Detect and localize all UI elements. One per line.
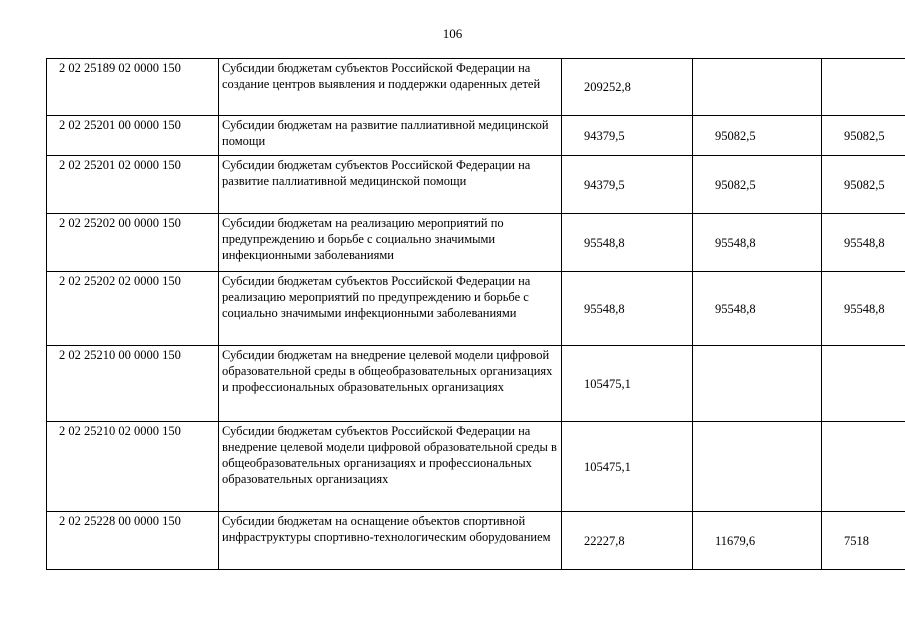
page-number: 106 <box>442 26 463 41</box>
table-row <box>47 59 905 116</box>
budget-code: 2 02 25189 02 0000 150 <box>47 59 219 116</box>
budget-code: 2 02 25228 00 0000 150 <box>47 512 219 570</box>
income-description: Субсидии бюджетам на внедрение целевой модели цифровой образовательной среды в общеобразовательных организациях и профессиональных образовательных организациях <box>219 346 562 422</box>
amount-year-3 <box>822 422 905 512</box>
amount-year-2 <box>693 422 822 512</box>
budget-code: 2 02 25201 02 0000 150 <box>47 156 219 214</box>
income-description: Субсидии бюджетам на оснащение объектов спортивной инфраструктуры спортивно-технологическим оборудованием <box>219 512 562 570</box>
amount-year-2: 11679,6 <box>693 512 822 570</box>
amount-year-3: 95548,8 <box>822 272 905 346</box>
amount-year-3: 95082,5 <box>822 116 905 156</box>
table-row <box>47 116 905 156</box>
budget-code: 2 02 25202 02 0000 150 <box>47 272 219 346</box>
budget-code: 2 02 25210 02 0000 150 <box>47 422 219 512</box>
table-row <box>47 214 905 272</box>
budget-table <box>46 58 905 570</box>
amount-year-2 <box>693 346 822 422</box>
amount-year-3: 95082,5 <box>822 156 905 214</box>
amount-year-1: 22227,8 <box>562 512 693 570</box>
amount-year-1: 209252,8 <box>562 59 693 116</box>
income-description: Субсидии бюджетам субъектов Российской Федерации на реализацию мероприятий по предупреждению и борьбе с социально значимыми инфекционными заболеваниями <box>219 272 562 346</box>
amount-year-2: 95082,5 <box>693 116 822 156</box>
budget-code: 2 02 25202 00 0000 150 <box>47 214 219 272</box>
amount-year-1: 105475,1 <box>562 346 693 422</box>
amount-year-1: 94379,5 <box>562 156 693 214</box>
table-row <box>47 422 905 512</box>
amount-year-1: 105475,1 <box>562 422 693 512</box>
table-row <box>47 156 905 214</box>
budget-code: 2 02 25210 00 0000 150 <box>47 346 219 422</box>
income-description: Субсидии бюджетам субъектов Российской Федерации на создание центров выявления и поддержки одаренных детей <box>219 59 562 116</box>
table-row <box>47 346 905 422</box>
budget-code: 2 02 25201 00 0000 150 <box>47 116 219 156</box>
amount-year-1: 95548,8 <box>562 214 693 272</box>
income-description: Субсидии бюджетам субъектов Российской Федерации на внедрение целевой модели цифровой образовательной среды в общеобразовательных организациях и профессиональных образовательных организациях <box>219 422 562 512</box>
amount-year-2: 95548,8 <box>693 272 822 346</box>
amount-year-3: 95548,8 <box>822 214 905 272</box>
amount-year-3 <box>822 59 905 116</box>
amount-year-1: 94379,5 <box>562 116 693 156</box>
amount-year-2: 95548,8 <box>693 214 822 272</box>
income-description: Субсидии бюджетам на реализацию мероприятий по предупреждению и борьбе с социально значимыми инфекционными заболеваниями <box>219 214 562 272</box>
amount-year-3 <box>822 346 905 422</box>
table-row <box>47 272 905 346</box>
amount-year-2: 95082,5 <box>693 156 822 214</box>
amount-year-2 <box>693 59 822 116</box>
table-row <box>47 512 905 570</box>
income-description: Субсидии бюджетам на развитие паллиативной медицинской помощи <box>219 116 562 156</box>
income-description: Субсидии бюджетам субъектов Российской Федерации на развитие паллиативной медицинской помощи <box>219 156 562 214</box>
amount-year-3: 7518 <box>822 512 905 570</box>
amount-year-1: 95548,8 <box>562 272 693 346</box>
